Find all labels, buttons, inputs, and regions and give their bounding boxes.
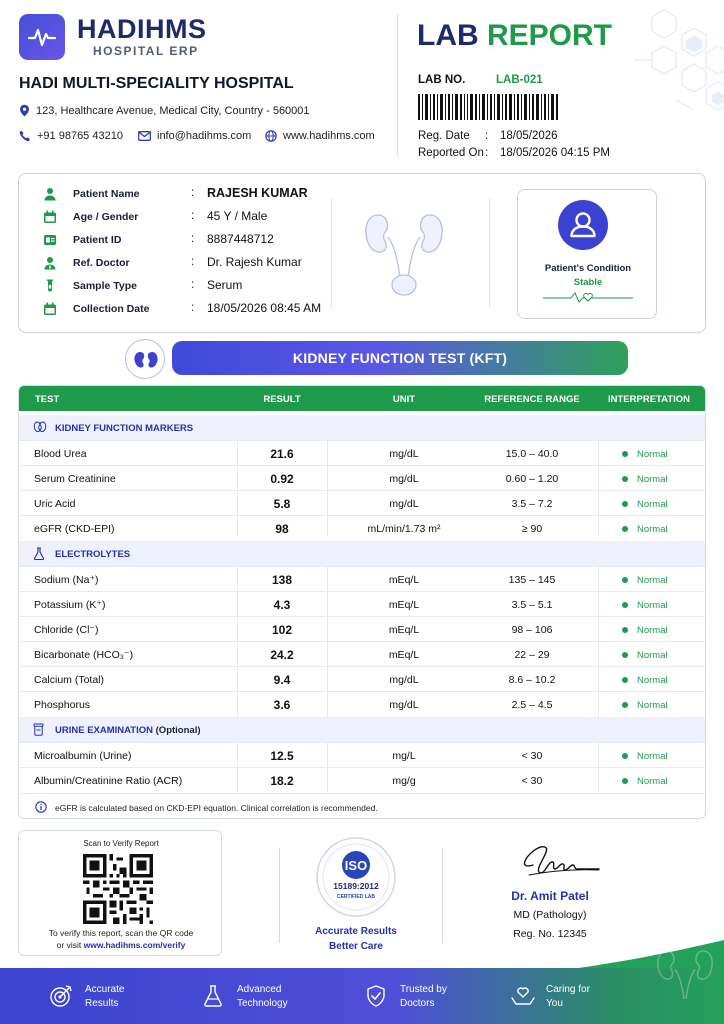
test-tube-icon	[43, 279, 57, 293]
feature-line2: You	[546, 998, 563, 1009]
sample-type-value: Serum	[207, 278, 243, 292]
cell-result: 138	[271, 573, 293, 587]
col-header-test: TEST	[35, 394, 60, 405]
cell-interpretation: Normal	[637, 625, 668, 636]
kidney-badge	[125, 339, 165, 379]
cell-result: 21.6	[270, 447, 294, 461]
verify-link[interactable]: www.hadihms.com/verify	[83, 940, 186, 950]
report-title-part1: LAB	[417, 19, 479, 52]
status-dot	[622, 526, 628, 532]
info-icon	[35, 801, 47, 813]
col-header-range: REFERENCE RANGE	[484, 394, 580, 405]
table-header	[19, 386, 706, 411]
footnote-text: eGFR is calculated based on CKD-EPI equation. Clinical correlation is recommended.	[55, 803, 378, 813]
cell-test: Serum Creatinine	[34, 473, 116, 485]
hospital-address	[19, 104, 310, 117]
table-row	[19, 490, 706, 515]
patient-field-label: Ref. Doctor	[73, 257, 130, 269]
reported-on-value: 18/05/2026 04:15 PM	[500, 147, 610, 159]
iso-caption-line1: Accurate Results	[315, 926, 397, 937]
table-row	[19, 616, 706, 641]
doctor-reg-no: Reg. No. 12345	[513, 928, 587, 940]
table-row	[19, 742, 706, 767]
cell-test: eGFR (CKD-EPI)	[34, 523, 115, 535]
qr-code[interactable]	[83, 854, 153, 924]
address-text: 123, Healthcare Avenue, Medical City, Country - 560001	[36, 104, 310, 117]
cell-test: Uric Acid	[34, 498, 76, 510]
cell-unit: mEq/L	[388, 599, 420, 611]
table-row	[19, 465, 706, 490]
cell-interpretation: Normal	[637, 650, 668, 661]
section-title-main: URINE EXAMINATION	[55, 725, 153, 736]
cell-range: 3.5 – 7.2	[511, 498, 553, 510]
doctor-degree: MD (Pathology)	[513, 909, 587, 921]
status-dot	[622, 778, 628, 784]
cell-result: 9.4	[273, 673, 291, 687]
cell-interpretation: Normal	[637, 751, 668, 762]
hospital-phone	[19, 130, 123, 142]
hospital-website	[265, 130, 375, 142]
cell-result: 12.5	[270, 749, 294, 763]
feature-line1: Accurate	[85, 984, 125, 995]
cell-test: Blood Urea	[34, 448, 87, 460]
barcode	[418, 94, 558, 120]
lab-no-label: LAB NO.	[418, 74, 466, 86]
status-dot	[622, 476, 628, 482]
heart-hands-icon	[510, 984, 536, 1008]
table-footnote	[19, 793, 706, 819]
results-table	[18, 385, 706, 819]
section-title	[55, 725, 201, 736]
verify-line1: To verify this report, scan the QR code	[48, 928, 194, 938]
verify-title: Scan to Verify Report	[83, 839, 159, 848]
cell-interpretation: Normal	[637, 675, 668, 686]
header-divider	[397, 14, 398, 156]
doctor-icon	[43, 256, 57, 270]
patient-field-colon: :	[191, 302, 195, 314]
patient-field-colon: :	[191, 256, 195, 268]
cell-test: Chloride (Cl⁻)	[34, 624, 99, 636]
phone-text: +91 98765 43210	[37, 130, 123, 142]
cell-result: 0.92	[270, 472, 294, 486]
cell-range: 135 – 145	[508, 574, 556, 586]
table-row	[19, 767, 706, 792]
cell-unit: mg/dL	[389, 473, 419, 485]
status-dot	[622, 501, 628, 507]
brand-name: HADIHMS	[77, 14, 207, 44]
col-header-unit: UNIT	[392, 394, 416, 405]
status-dot	[622, 451, 628, 457]
condition-value: Stable	[573, 277, 603, 288]
cell-interpretation: Normal	[637, 499, 668, 510]
doctor-name: Dr. Amit Patel	[511, 889, 589, 903]
patient-field-label: Patient Name	[73, 188, 140, 200]
lab-no-value: LAB-021	[496, 74, 543, 86]
ref-doctor-value: Dr. Rajesh Kumar	[207, 255, 302, 269]
flask-icon	[201, 984, 225, 1008]
cell-test: Sodium (Na⁺)	[34, 574, 99, 586]
status-dot	[622, 677, 628, 683]
id-card-icon	[43, 233, 57, 247]
user-icon	[558, 200, 608, 250]
table-row	[19, 591, 706, 616]
status-dot	[622, 652, 628, 658]
patient-name-value: RAJESH KUMAR	[207, 186, 308, 200]
cell-test: Potassium (K⁺)	[34, 599, 106, 611]
cell-range: 0.60 – 1.20	[505, 473, 559, 485]
feature-text	[85, 983, 124, 1011]
cell-unit: mg/dL	[389, 699, 419, 711]
hospital-email	[138, 130, 251, 142]
cell-interpretation: Normal	[637, 474, 668, 485]
section-header-kidney-markers	[19, 415, 706, 440]
cell-result: 3.6	[273, 698, 291, 712]
phone-icon	[19, 130, 31, 142]
feature-text	[237, 983, 288, 1011]
heart-pulse-icon	[543, 290, 633, 304]
panel-divider	[489, 198, 490, 308]
feature-line1: Caring for	[546, 984, 590, 995]
iso-certification-badge	[315, 836, 397, 918]
col-header-result: RESULT	[263, 394, 301, 405]
table-row	[19, 641, 706, 666]
patient-id-value: 8887448712	[207, 232, 274, 246]
collection-date-value: 18/05/2026 08:45 AM	[207, 301, 322, 315]
feature-line2: Doctors	[400, 998, 435, 1009]
kidney-watermark-icon	[655, 945, 715, 1015]
patient-field-label: Sample Type	[73, 280, 137, 292]
report-title-part2: REPORT	[487, 19, 613, 52]
cell-interpretation: Normal	[637, 524, 668, 535]
cell-unit: mL/min/1.73 m²	[367, 523, 441, 535]
cell-unit: mg/dL	[389, 674, 419, 686]
cell-unit: mEq/L	[388, 574, 420, 586]
cell-interpretation: Normal	[637, 700, 668, 711]
hexagon-pattern-decoration	[614, 0, 724, 140]
cell-interpretation: Normal	[637, 575, 668, 586]
status-dot	[622, 627, 628, 633]
cell-range: 98 – 106	[511, 624, 553, 636]
doctor-signature	[515, 835, 625, 883]
section-title: ELECTROLYTES	[55, 549, 131, 560]
kidney-icon	[126, 340, 166, 380]
patient-field-colon: :	[191, 279, 195, 291]
col-header-interpretation: INTERPRETATION	[608, 394, 690, 405]
patient-field-label: Patient ID	[73, 234, 122, 246]
feature-text	[400, 983, 447, 1011]
globe-icon	[265, 130, 277, 142]
shield-check-icon	[364, 984, 388, 1008]
brand-logo	[19, 14, 65, 60]
section-header-electrolytes	[19, 541, 706, 566]
patient-field-colon: :	[191, 233, 195, 245]
cell-unit: mEq/L	[388, 649, 420, 661]
feature-text	[546, 983, 590, 1011]
reg-date-colon: :	[485, 130, 489, 142]
iso-certified: CERTIFIED LAB	[336, 894, 376, 900]
iso-standard: 15189:2012	[333, 881, 379, 891]
patient-info-panel	[18, 173, 706, 333]
table-row	[19, 515, 706, 540]
cell-test: Albumin/Creatinine Ratio (ACR)	[34, 775, 183, 787]
table-row	[19, 666, 706, 691]
age-gender-value: 45 Y / Male	[207, 209, 268, 223]
calendar-icon	[43, 302, 57, 316]
cell-test: Microalbumin (Urine)	[34, 750, 132, 762]
cell-result: 5.8	[273, 497, 291, 511]
patient-field-colon: :	[191, 210, 195, 222]
kidney-illustration-icon	[364, 207, 444, 302]
cell-range: 22 – 29	[514, 649, 550, 661]
cell-interpretation: Normal	[637, 600, 668, 611]
target-icon	[49, 984, 73, 1008]
iso-badge-label: ISO	[344, 858, 368, 873]
feature-line1: Advanced	[237, 984, 282, 995]
footer-divider	[442, 848, 443, 943]
cell-unit: mEq/L	[388, 624, 420, 636]
cell-unit: mg/g	[392, 775, 416, 787]
feature-line2: Results	[85, 998, 119, 1009]
section-title-suffix: (Optional)	[155, 725, 201, 736]
reported-on-colon: :	[485, 147, 489, 159]
avatar	[558, 200, 608, 250]
cell-range: 8.6 – 10.2	[508, 674, 556, 686]
patient-condition-card	[517, 189, 657, 319]
reg-date-value: 18/05/2026	[500, 130, 558, 142]
cell-range: ≥ 90	[521, 523, 543, 535]
status-dot	[622, 602, 628, 608]
patient-field-colon: :	[191, 187, 195, 199]
test-title-banner: KIDNEY FUNCTION TEST (KFT)	[172, 341, 628, 375]
status-dot	[622, 753, 628, 759]
feature-line2: Technology	[237, 998, 288, 1009]
hospital-name: HADI MULTI-SPECIALITY HOSPITAL	[19, 75, 294, 92]
brand-tagline: HOSPITAL ERP	[93, 44, 199, 58]
table-row	[19, 566, 706, 591]
cell-result: 102	[271, 623, 293, 637]
cell-unit: mg/dL	[389, 448, 419, 460]
email-text[interactable]: info@hadihms.com	[157, 130, 252, 142]
heartbeat-icon	[28, 25, 56, 49]
flask-icon	[33, 547, 45, 560]
cell-range: 15.0 – 40.0	[505, 448, 559, 460]
calendar-icon	[43, 210, 57, 224]
section-header-urine	[19, 717, 706, 742]
cell-test: Calcium (Total)	[34, 674, 105, 686]
cell-result: 98	[275, 522, 289, 536]
iso-caption-line2: Better Care	[329, 941, 383, 952]
status-dot	[622, 577, 628, 583]
cell-unit: mg/L	[392, 750, 416, 762]
cell-result: 24.2	[270, 648, 294, 662]
cell-unit: mg/dL	[389, 498, 419, 510]
website-text[interactable]: www.hadihms.com	[283, 130, 375, 142]
cell-test: Bicarbonate (HCO₃⁻)	[34, 649, 134, 661]
cell-interpretation: Normal	[637, 449, 668, 460]
cell-range: 2.5 – 4.5	[511, 699, 553, 711]
cell-result: 4.3	[273, 598, 291, 612]
verify-line2-prefix: or visit	[56, 940, 84, 950]
report-title	[417, 19, 612, 53]
panel-divider	[331, 198, 332, 308]
cell-range: 3.5 – 5.1	[511, 599, 553, 611]
cell-interpretation: Normal	[637, 776, 668, 787]
cell-range: < 30	[521, 750, 543, 762]
cell-result: 18.2	[270, 774, 294, 788]
cell-range: < 30	[521, 775, 543, 787]
location-pin-icon	[19, 104, 30, 117]
reg-date-label: Reg. Date	[418, 130, 470, 142]
urine-cup-icon	[33, 723, 44, 736]
patient-field-label: Collection Date	[73, 303, 150, 315]
feature-line1: Trusted by	[400, 984, 447, 995]
section-title: KIDNEY FUNCTION MARKERS	[55, 423, 194, 434]
person-icon	[43, 187, 57, 201]
table-row	[19, 691, 706, 716]
status-dot	[622, 702, 628, 708]
condition-label: Patient's Condition	[544, 263, 632, 274]
email-icon	[138, 131, 151, 141]
patient-field-label: Age / Gender	[73, 211, 139, 223]
footer-feature-strip	[0, 968, 724, 1024]
table-row	[19, 440, 706, 465]
reported-on-label: Reported On	[418, 147, 484, 159]
kidney-icon	[33, 421, 47, 433]
cell-test: Phosphorus	[34, 699, 91, 711]
